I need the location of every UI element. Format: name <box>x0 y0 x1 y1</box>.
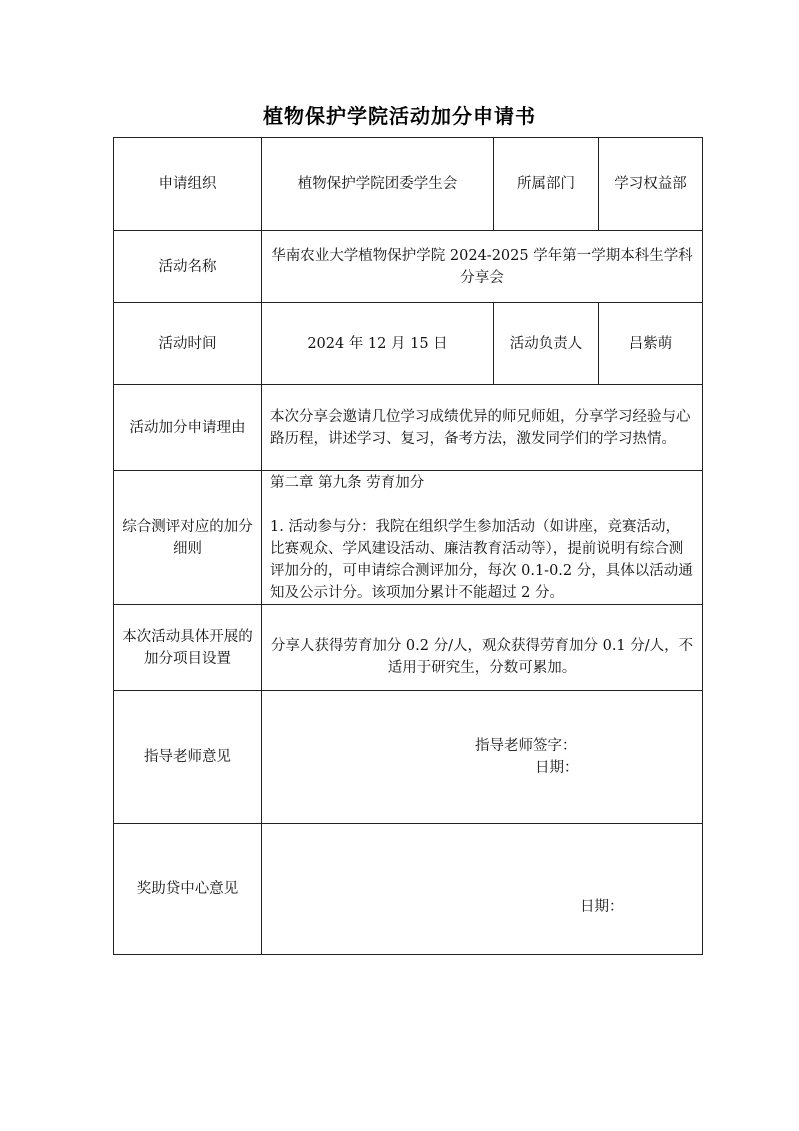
row-center-opinion <box>114 824 703 955</box>
row-items <box>114 605 703 691</box>
activity-name-value: 华南农业大学植物保护学院 2024-2025 学年第一学期本科生学科分享会 <box>262 231 703 303</box>
row-activity-name <box>114 231 703 303</box>
document-title: 植物保护学院活动加分申请书 <box>263 104 536 128</box>
advisor-sign-label: 指导老师签字： <box>475 738 577 754</box>
center-cell <box>262 824 703 955</box>
activity-time-label: 活动时间 <box>114 303 262 385</box>
row-advisor-opinion <box>114 691 703 824</box>
dept-value: 学习权益部 <box>599 138 703 231</box>
leader-label: 活动负责人 <box>494 303 599 385</box>
rules-label: 综合测评对应的加分细则 <box>114 471 262 605</box>
leader-value: 吕紫萌 <box>599 303 703 385</box>
row-rules <box>114 471 703 605</box>
reason-label: 活动加分申请理由 <box>114 385 262 471</box>
row-activity-time <box>114 303 703 385</box>
rules-body: 1. 活动参与分：我院在组织学生参加活动（如讲座，竞赛活动，比赛观众、学风建设活动、廉洁教育活动等），提前说明有综合测评加分的，可申请综合测评加分，每次 0.1-0.2 分，具体以活动通知及公示计分。该项加分累计不能超过 2 分。 <box>270 518 693 601</box>
row-reason <box>114 385 703 471</box>
items-value: 分享人获得劳育加分 0.2 分/人，观众获得劳育加分 0.1 分/人，不适用于研究生，分数可累加。 <box>262 605 703 691</box>
advisor-date-label: 日期： <box>535 760 579 776</box>
rules-cell <box>262 471 703 605</box>
activity-time-value: 2024 年 12 月 15 日 <box>262 303 494 385</box>
center-date-label: 日期： <box>580 899 624 915</box>
org-label: 申请组织 <box>114 138 262 231</box>
advisor-cell <box>262 691 703 824</box>
items-label: 本次活动具体开展的加分项目设置 <box>114 605 262 691</box>
application-form-table <box>113 137 703 955</box>
rules-heading: 第二章 第九条 劳育加分 <box>270 474 425 491</box>
center-label: 奖助贷中心意见 <box>114 824 262 955</box>
activity-name-label: 活动名称 <box>114 231 262 303</box>
advisor-label: 指导老师意见 <box>114 691 262 824</box>
reason-value: 本次分享会邀请几位学习成绩优异的师兄师姐，分享学习经验与心路历程，讲述学习、复习，备考方法，激发同学们的学习热情。 <box>262 385 703 471</box>
dept-label: 所属部门 <box>494 138 599 231</box>
row-applicant-org <box>114 138 703 231</box>
org-value: 植物保护学院团委学生会 <box>262 138 494 231</box>
